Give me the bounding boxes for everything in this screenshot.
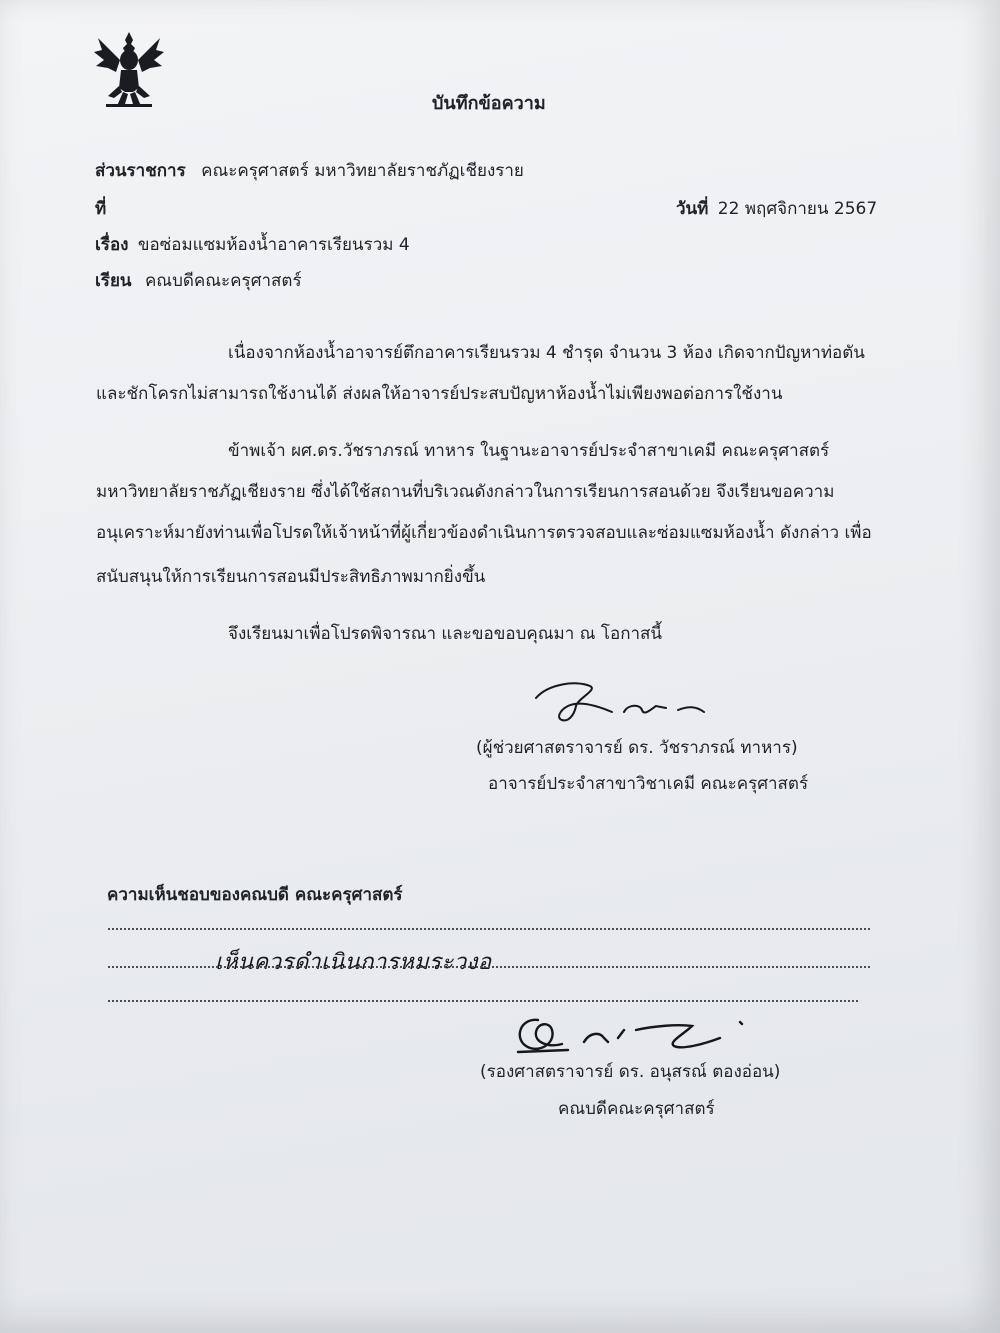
body-paragraph-2-line-4: สนับสนุนให้การเรียนการสอนมีประสิทธิภาพมากยิ่งขึ้น (96, 567, 486, 587)
date-label: วันที่ (676, 199, 709, 219)
dean-approval-heading: ความเห็นชอบของคณบดี คณะครุศาสตร์ (107, 885, 403, 905)
comment-dotted-line-3 (108, 1000, 858, 1002)
department-label: ส่วนราชการ (95, 161, 186, 181)
subject-value: ขอซ่อมแซมห้องน้ำอาคารเรียนรวม 4 (137, 235, 410, 255)
body-paragraph-1-line-2: และชักโครกไม่สามารถใช้งานได้ ส่งผลให้อาจารย์ประสบปัญหาห้องน้ำไม่เพียงพอต่อการใช้งาน (96, 384, 783, 404)
handwritten-comment: เห็นควรดำเนินการหมระวงอ (215, 950, 492, 975)
to-row (95, 270, 302, 292)
sender-position: อาจารย์ประจำสาขาวิชาเคมี คณะครุศาสตร์ (488, 774, 809, 794)
memo-title: บันทึกข้อความ (432, 93, 546, 114)
body-paragraph-1-line-1: เนื่องจากห้องน้ำอาจารย์ตึกอาคารเรียนรวม 4 ชำรุด จำนวน 3 ห้อง เกิดจากปัญหาท่อตัน (228, 343, 865, 363)
department-row (95, 160, 524, 182)
department-value: คณะครุศาสตร์ มหาวิทยาลัยราชภัฏเชียงราย (201, 161, 524, 181)
date-row (676, 198, 877, 220)
comment-dotted-line-2 (108, 966, 870, 968)
subject-row (95, 234, 410, 256)
subject-label: เรื่อง (95, 235, 129, 255)
closing-line: จึงเรียนมาเพื่อโปรดพิจารณา และขอขอบคุณมา ณ โอกาสนี้ (228, 624, 663, 644)
dean-signature (508, 1008, 758, 1062)
to-label: เรียน (95, 271, 132, 291)
sender-signature (528, 676, 718, 726)
body-paragraph-2-line-1: ข้าพเจ้า ผศ.ดร.วัชราภรณ์ ทาหาร ในฐานะอาจารย์ประจำสาขาเคมี คณะครุศาสตร์ (228, 441, 830, 461)
sender-name: (ผู้ช่วยศาสตราจารย์ ดร. วัชราภรณ์ ทาหาร) (476, 738, 798, 758)
to-value: คณบดีคณะครุศาสตร์ (144, 271, 302, 291)
dean-position: คณบดีคณะครุศาสตร์ (558, 1099, 715, 1119)
date-value: 22 พฤศจิกายน 2567 (717, 199, 878, 219)
body-paragraph-2-line-2: มหาวิทยาลัยราชภัฏเชียงราย ซึ่งได้ใช้สถานที่บริเวณดังกล่าวในการเรียนการสอนด้วย จึงเรียนขอความ (96, 482, 835, 502)
ref-label: ที่ (95, 199, 107, 219)
garuda-emblem-icon (92, 30, 166, 110)
body-paragraph-2-line-3: อนุเคราะห์มายังท่านเพื่อโปรดให้เจ้าหน้าที่ผู้เกี่ยวข้องดำเนินการตรวจสอบและซ่อมแซมห้องน้ำ ดังกล่าว เพื่อ (96, 523, 872, 543)
comment-dotted-line-1 (108, 928, 870, 930)
dean-name: (รองศาสตราจารย์ ดร. อนุสรณ์ ตองอ่อน) (480, 1062, 781, 1082)
